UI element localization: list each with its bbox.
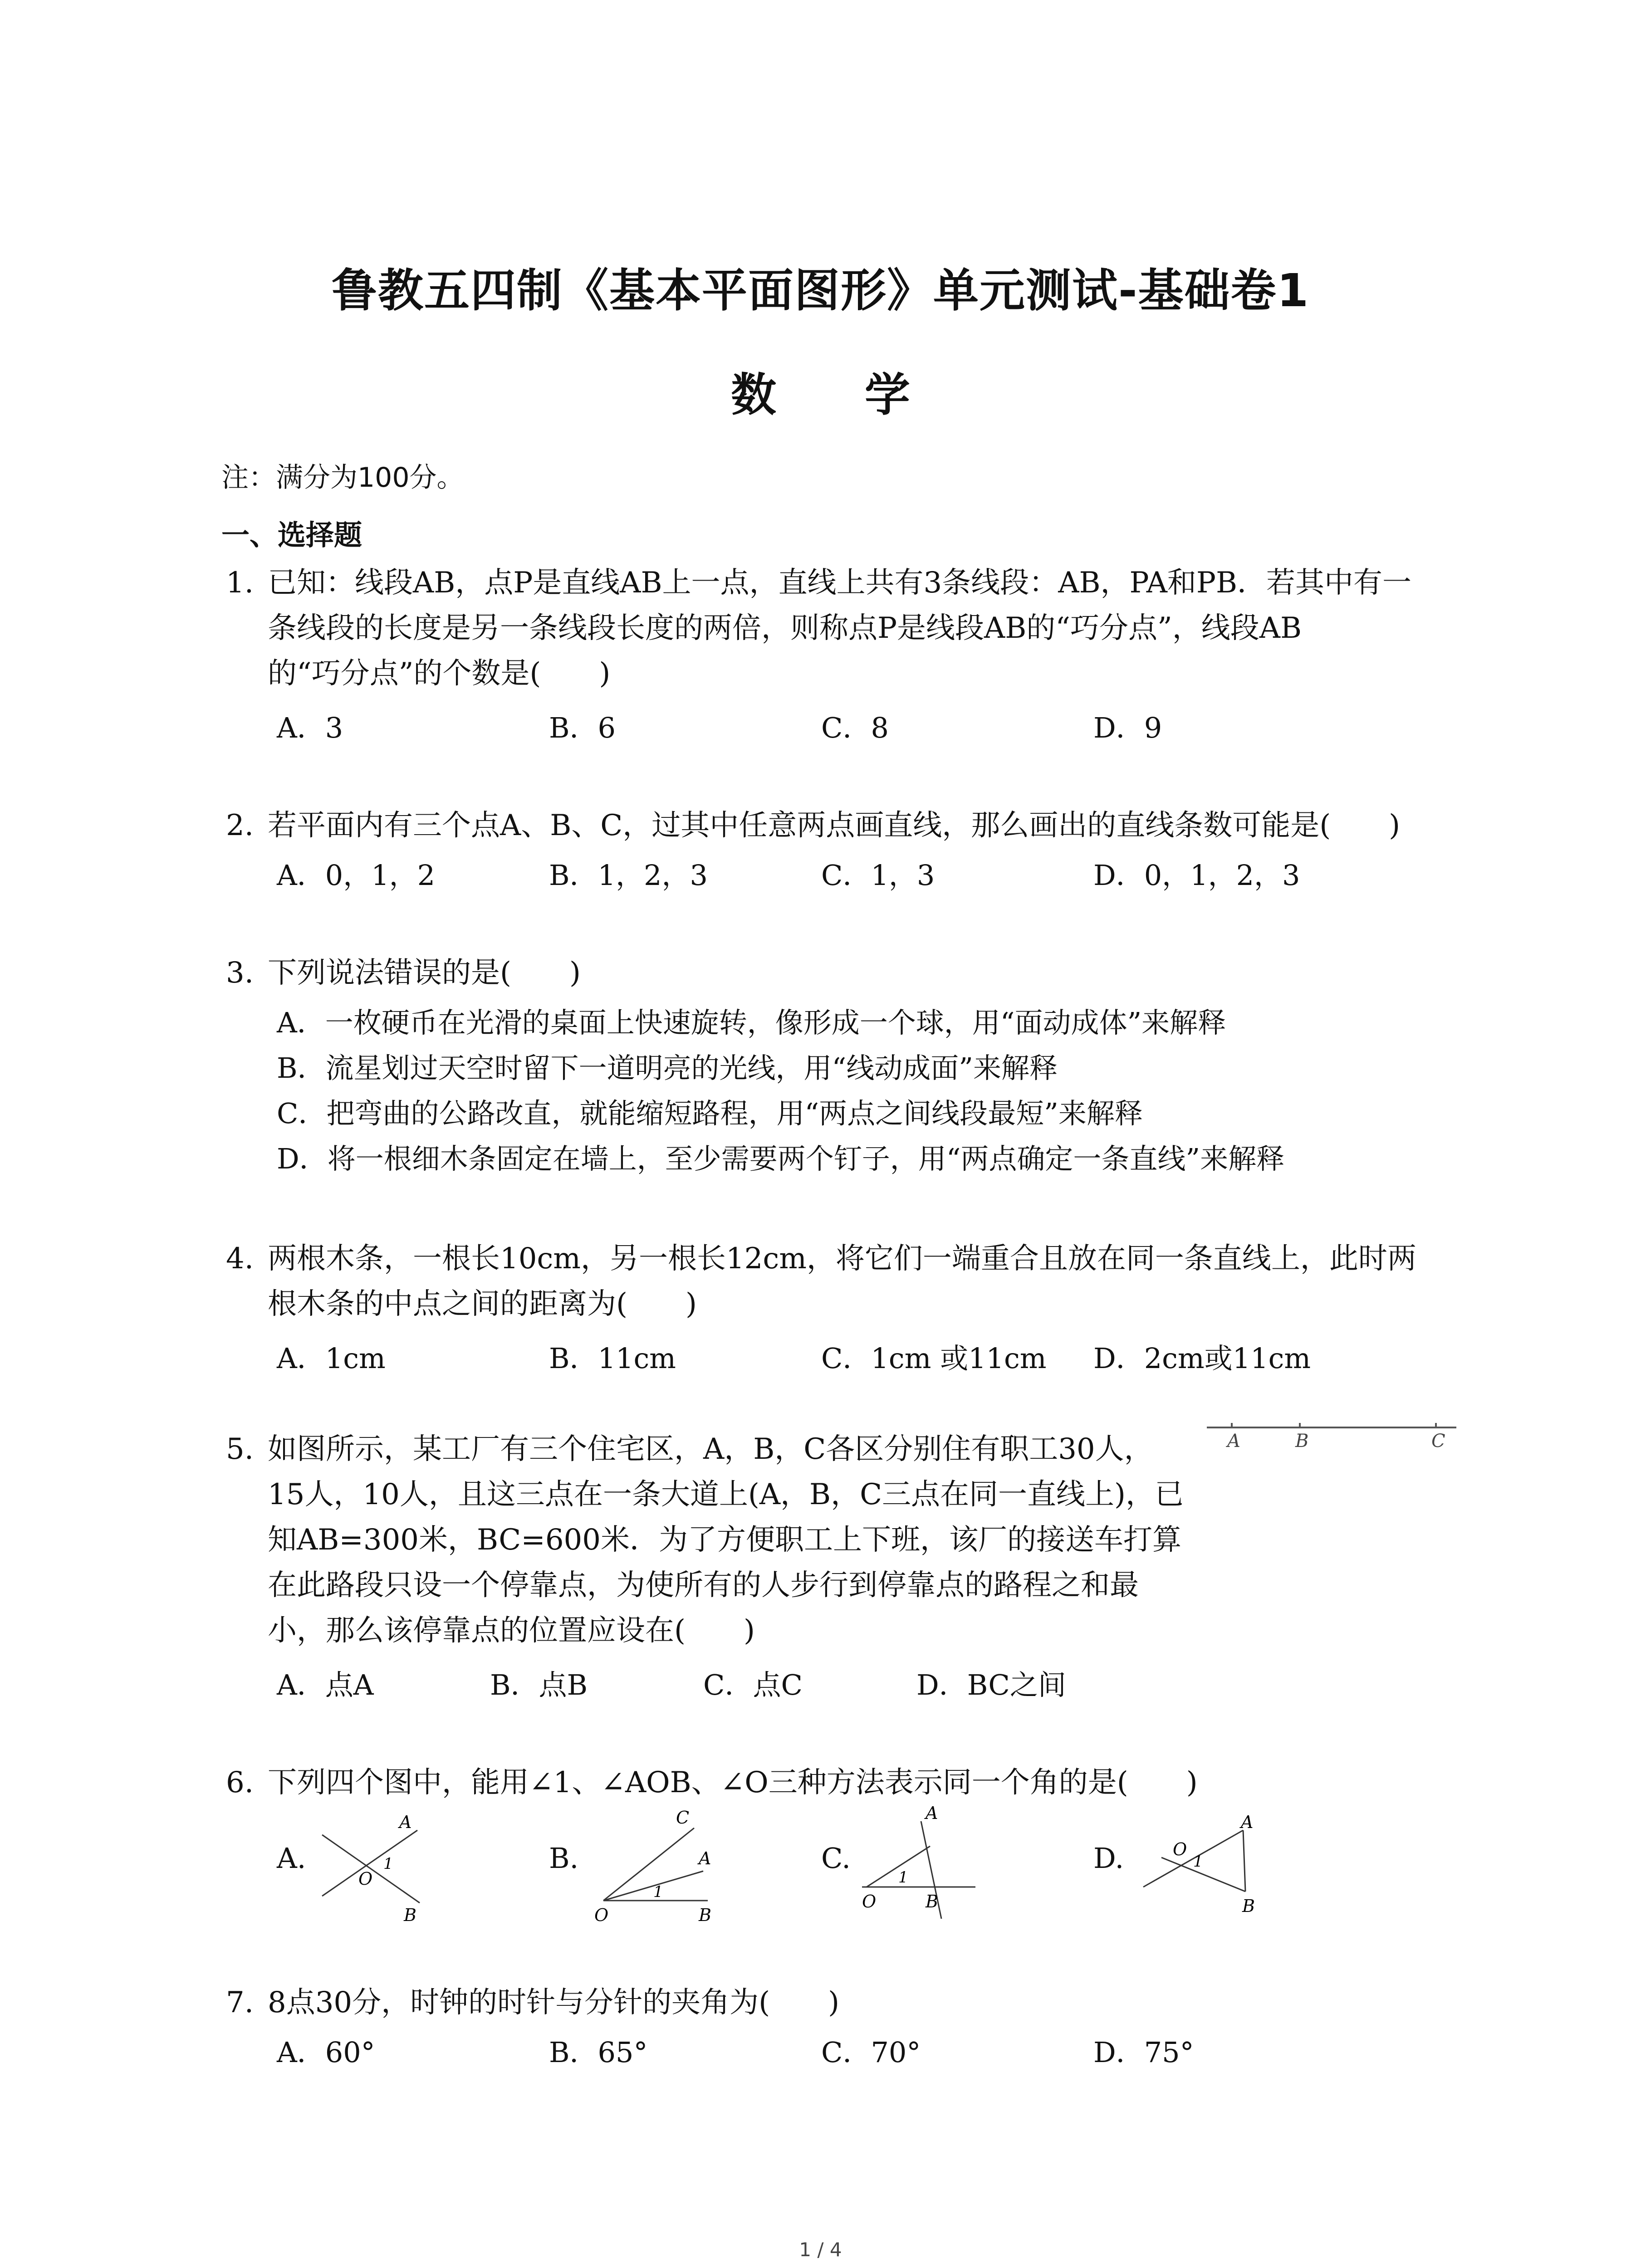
option-b[interactable]: B．流星划过天空时留下一道明亮的光线，用“线动成面”来解释 xyxy=(277,1051,1058,1085)
question-text-line: 已知：线段AB，点P是直线AB上一点，直线上共有3条线段：AB，PA和PB．若其中有一 xyxy=(268,566,1412,600)
question-text-line: 根木条的中点之间的距离为( ) xyxy=(268,1287,697,1321)
option-b[interactable]: B．1，2，3 xyxy=(549,859,708,892)
question-number: 5. xyxy=(226,1432,254,1466)
label-angle-1: 1 xyxy=(383,1855,393,1873)
label-a: A xyxy=(1241,1812,1254,1832)
question-text-line: 条线段的长度是另一条线段长度的两倍，则称点P是线段AB的“巧分点”，线段AB xyxy=(268,611,1302,645)
question-number: 4. xyxy=(226,1242,254,1276)
option-d[interactable]: D．BC之间 xyxy=(916,1668,1066,1701)
option-c[interactable]: C. xyxy=(821,1842,851,1875)
question-number: 2. xyxy=(226,809,254,842)
road-figure xyxy=(1207,1418,1461,1454)
subject-title: 数 学 xyxy=(731,368,946,421)
ray-oc xyxy=(603,1828,694,1901)
option-b[interactable]: B．点B xyxy=(490,1668,588,1701)
option-c[interactable]: C．70° xyxy=(821,2036,921,2069)
option-c[interactable]: C．点C xyxy=(703,1668,803,1701)
option-a[interactable]: A．0，1，2 xyxy=(277,859,436,892)
page-title: 鲁教五四制《基本平面图形》单元测试-基础卷1 xyxy=(331,264,1310,317)
label-a: A xyxy=(699,1848,711,1868)
option-a[interactable]: A. xyxy=(277,1842,306,1875)
score-note: 注：满分为100分。 xyxy=(221,462,464,494)
option-a[interactable]: A．1cm xyxy=(277,1342,386,1375)
question-text-line: 8点30分，时钟的时针与分针的夹角为( ) xyxy=(268,1986,840,2019)
ray-ob xyxy=(1161,1857,1245,1892)
angle-figure-b xyxy=(585,1810,735,1923)
option-a[interactable]: A．3 xyxy=(277,711,343,744)
option-b[interactable]: B．65° xyxy=(549,2036,648,2069)
question-number: 7. xyxy=(226,1986,254,2019)
section-heading: 一、选择题 xyxy=(221,518,362,552)
option-b[interactable]: B．6 xyxy=(549,711,616,744)
label-angle-1: 1 xyxy=(653,1883,663,1901)
question-number: 1. xyxy=(226,566,254,600)
question-text-line: 下列说法错误的是( ) xyxy=(268,956,581,990)
label-c: C xyxy=(676,1810,690,1828)
label-angle-1: 1 xyxy=(898,1868,908,1887)
option-d[interactable]: D．75° xyxy=(1093,2036,1194,2069)
option-d[interactable]: D．将一根细木条固定在墙上，至少需要两个钉子，用“两点确定一条直线”来解释 xyxy=(277,1142,1285,1175)
point-a-label: A xyxy=(1227,1431,1240,1452)
question-number: 6. xyxy=(226,1766,254,1799)
option-c[interactable]: C．1，3 xyxy=(821,859,935,892)
option-c[interactable]: C．1cm 或11cm xyxy=(821,1342,1047,1375)
option-d[interactable]: D. xyxy=(1093,1842,1124,1875)
option-b[interactable]: B. xyxy=(549,1842,579,1875)
question-text-line: 知AB=300米，BC=600米．为了方便职工上下班，该厂的接送车打算 xyxy=(268,1523,1181,1557)
question-text-line: 的“巧分点”的个数是( ) xyxy=(268,657,611,690)
label-b: B xyxy=(404,1905,416,1923)
question-text-line: 如图所示，某工厂有三个住宅区，A，B，C各区分别住有职工30人， xyxy=(268,1432,1153,1466)
question-text-line: 小，那么该停靠点的位置应设在( ) xyxy=(268,1614,755,1647)
option-d[interactable]: D．0，1，2，3 xyxy=(1093,859,1300,892)
option-d[interactable]: D．9 xyxy=(1093,711,1162,744)
option-c[interactable]: C．8 xyxy=(821,711,889,744)
label-a: A xyxy=(399,1812,412,1832)
question-text-line: 下列四个图中，能用∠1、∠AOB、∠O三种方法表示同一个角的是( ) xyxy=(268,1766,1198,1799)
label-b: B xyxy=(699,1905,711,1923)
point-b-label: B xyxy=(1295,1431,1309,1452)
label-o: O xyxy=(1173,1839,1187,1859)
label-o: O xyxy=(358,1869,373,1889)
point-c-label: C xyxy=(1431,1431,1445,1452)
label-a: A xyxy=(926,1803,938,1823)
option-b[interactable]: B．11cm xyxy=(549,1342,676,1375)
angle-figure-c xyxy=(857,1803,994,1926)
option-a[interactable]: A．点A xyxy=(277,1668,374,1701)
segment-ab xyxy=(1243,1830,1245,1892)
angle-figure-a xyxy=(313,1810,449,1923)
question-text-line: 在此路段只设一个停靠点，为使所有的人步行到停靠点的路程之和最 xyxy=(268,1569,1139,1602)
label-o: O xyxy=(862,1892,877,1911)
angle-figure-d xyxy=(1134,1808,1270,1926)
question-text-line: 若平面内有三个点A、B、C，过其中任意两点画直线，那么画出的直线条数可能是( ) xyxy=(268,809,1401,842)
question-text-line: 两根木条，一根长10cm，另一根长12cm，将它们一端重合且放在同一条直线上，此时两 xyxy=(268,1242,1416,1276)
option-c[interactable]: C．把弯曲的公路改直，就能缩短路程，用“两点之间线段最短”来解释 xyxy=(277,1097,1143,1130)
question-text-line: 15人，10人，且这三点在一条大道上(A，B，C三点在同一直线上)，已 xyxy=(268,1478,1184,1511)
label-b: B xyxy=(1242,1896,1255,1916)
label-angle-1: 1 xyxy=(1193,1853,1203,1871)
label-o: O xyxy=(594,1905,609,1923)
option-a[interactable]: A．60° xyxy=(277,2036,375,2069)
option-a[interactable]: A．一枚硬币在光滑的桌面上快速旋转，像形成一个球，用“面动成体”来解释 xyxy=(277,1006,1226,1039)
label-b: B xyxy=(926,1892,938,1911)
question-number: 3. xyxy=(226,956,254,990)
option-d[interactable]: D．2cm或11cm xyxy=(1093,1342,1311,1375)
page-number: 1 / 4 xyxy=(799,2239,842,2261)
